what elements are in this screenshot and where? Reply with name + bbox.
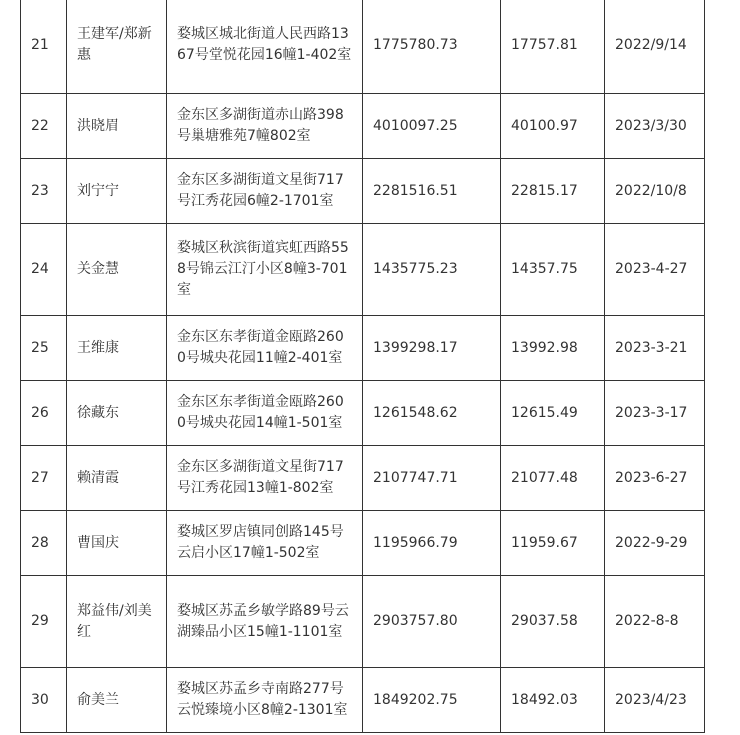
row-number-cell: 26 bbox=[21, 381, 67, 446]
name-cell: 刘宁宁 bbox=[67, 159, 167, 224]
fee-cell: 40100.97 bbox=[501, 94, 605, 159]
date-cell: 2023-3-17 bbox=[605, 381, 705, 446]
address-cell: 婺城区苏孟乡敏学路89号云湖臻品小区15幢1-1101室 bbox=[167, 576, 363, 668]
table-row bbox=[21, 668, 705, 733]
fee-cell: 21077.48 bbox=[501, 446, 605, 511]
name-cell: 徐藏东 bbox=[67, 381, 167, 446]
amount-cell: 4010097.25 bbox=[363, 94, 501, 159]
name-cell: 赖清霞 bbox=[67, 446, 167, 511]
table-row bbox=[21, 576, 705, 668]
date-cell: 2022/9/14 bbox=[605, 0, 705, 94]
name-cell: 王建军/郑新惠 bbox=[67, 0, 167, 94]
address-cell: 金东区东孝街道金瓯路2600号城央花园14幢1-501室 bbox=[167, 381, 363, 446]
amount-cell: 1195966.79 bbox=[363, 511, 501, 576]
row-number-cell: 29 bbox=[21, 576, 67, 668]
date-cell: 2022-8-8 bbox=[605, 576, 705, 668]
address-cell: 金东区多湖街道赤山路398号巢塘雅苑7幢802室 bbox=[167, 94, 363, 159]
date-cell: 2023/3/30 bbox=[605, 94, 705, 159]
name-cell: 郑益伟/刘美红 bbox=[67, 576, 167, 668]
date-cell: 2022/10/8 bbox=[605, 159, 705, 224]
date-cell: 2022-9-29 bbox=[605, 511, 705, 576]
fee-cell: 17757.81 bbox=[501, 0, 605, 94]
address-cell: 婺城区秋滨街道宾虹西路558号锦云江汀小区8幢3-701室 bbox=[167, 224, 363, 316]
fee-cell: 22815.17 bbox=[501, 159, 605, 224]
records-table-body bbox=[21, 0, 705, 733]
address-cell: 金东区多湖街道文星街717号江秀花园13幢1-802室 bbox=[167, 446, 363, 511]
name-cell: 洪晓眉 bbox=[67, 94, 167, 159]
address-cell: 婺城区罗店镇同创路145号云启小区17幢1-502室 bbox=[167, 511, 363, 576]
fee-cell: 12615.49 bbox=[501, 381, 605, 446]
amount-cell: 2107747.71 bbox=[363, 446, 501, 511]
table-row bbox=[21, 316, 705, 381]
table-row bbox=[21, 446, 705, 511]
row-number-cell: 22 bbox=[21, 94, 67, 159]
date-cell: 2023-6-27 bbox=[605, 446, 705, 511]
amount-cell: 2903757.80 bbox=[363, 576, 501, 668]
name-cell: 王维康 bbox=[67, 316, 167, 381]
table-row bbox=[21, 381, 705, 446]
address-cell: 婺城区城北街道人民西路1367号堂悦花园16幢1-402室 bbox=[167, 0, 363, 94]
amount-cell: 2281516.51 bbox=[363, 159, 501, 224]
table-row bbox=[21, 511, 705, 576]
row-number-cell: 23 bbox=[21, 159, 67, 224]
amount-cell: 1399298.17 bbox=[363, 316, 501, 381]
date-cell: 2023-4-27 bbox=[605, 224, 705, 316]
fee-cell: 29037.58 bbox=[501, 576, 605, 668]
name-cell: 曹国庆 bbox=[67, 511, 167, 576]
row-number-cell: 30 bbox=[21, 668, 67, 733]
address-cell: 婺城区苏孟乡寺南路277号云悦臻境小区8幢2-1301室 bbox=[167, 668, 363, 733]
address-cell: 金东区东孝街道金瓯路2600号城央花园11幢2-401室 bbox=[167, 316, 363, 381]
table-row bbox=[21, 224, 705, 316]
amount-cell: 1435775.23 bbox=[363, 224, 501, 316]
table-row bbox=[21, 159, 705, 224]
fee-cell: 18492.03 bbox=[501, 668, 605, 733]
address-cell: 金东区多湖街道文星街717号江秀花园6幢2-1701室 bbox=[167, 159, 363, 224]
name-cell: 俞美兰 bbox=[67, 668, 167, 733]
row-number-cell: 21 bbox=[21, 0, 67, 94]
records-table bbox=[20, 0, 705, 733]
fee-cell: 14357.75 bbox=[501, 224, 605, 316]
row-number-cell: 28 bbox=[21, 511, 67, 576]
amount-cell: 1261548.62 bbox=[363, 381, 501, 446]
table-row bbox=[21, 94, 705, 159]
row-number-cell: 24 bbox=[21, 224, 67, 316]
amount-cell: 1849202.75 bbox=[363, 668, 501, 733]
fee-cell: 13992.98 bbox=[501, 316, 605, 381]
table-row bbox=[21, 0, 705, 94]
row-number-cell: 25 bbox=[21, 316, 67, 381]
name-cell: 关金慧 bbox=[67, 224, 167, 316]
date-cell: 2023/4/23 bbox=[605, 668, 705, 733]
amount-cell: 1775780.73 bbox=[363, 0, 501, 94]
row-number-cell: 27 bbox=[21, 446, 67, 511]
fee-cell: 11959.67 bbox=[501, 511, 605, 576]
date-cell: 2023-3-21 bbox=[605, 316, 705, 381]
